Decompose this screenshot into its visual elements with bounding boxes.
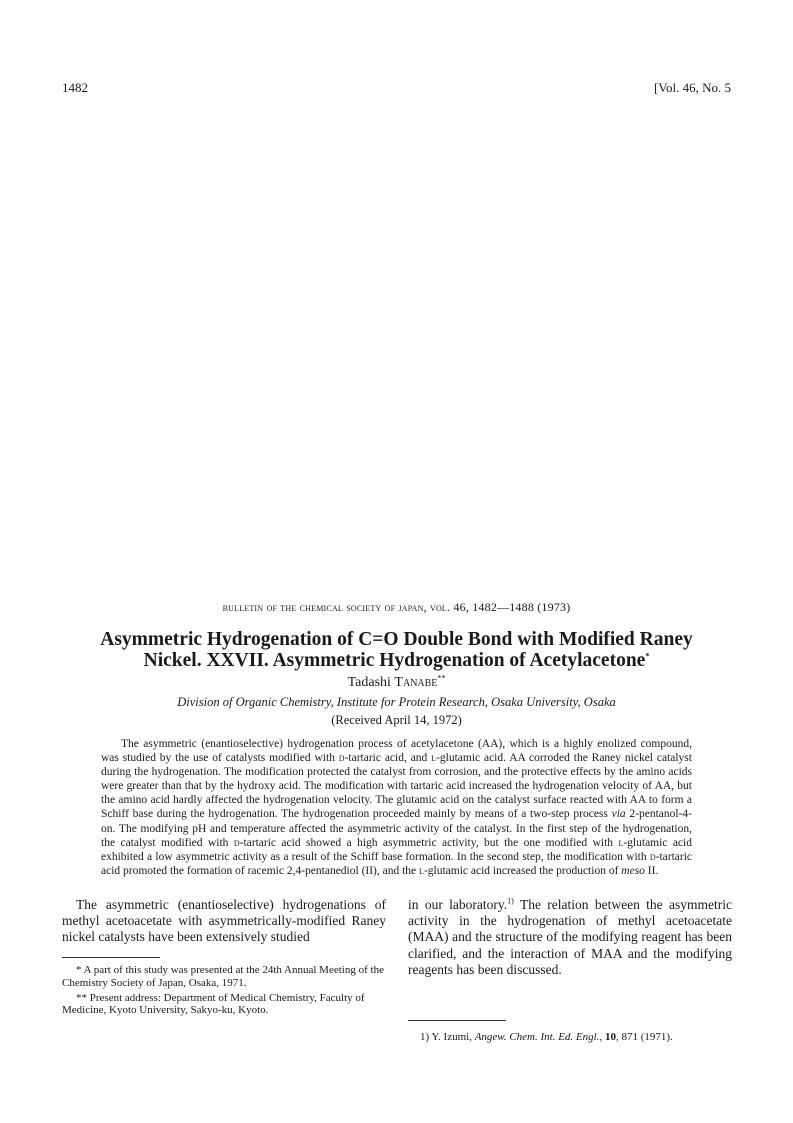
reference-divider: [408, 1020, 506, 1021]
body-left-column: The asymmetric (enantioselective) hydrogenations of methyl acetoacetate with asymmetrically-modified Raney nickel catalysts have been extensively studied: [62, 897, 386, 945]
ref-mark: 1): [507, 896, 514, 906]
received-date: (Received April 14, 1972): [331, 713, 462, 727]
footnote-2: ** Present address: Department of Medical Chemistry, Faculty of Medicine, Kyoto University, Sakyo-ku, Kyoto.: [62, 991, 365, 1017]
reference-1: 1) Y. Izumi, Angew. Chem. Int. Ed. Engl., 10, 871 (1971).: [420, 1031, 673, 1043]
footnote-1: * A part of this study was presented at the 24th Annual Meeting of the Chemistry Society of Japan, Osaka, 1971.: [62, 964, 384, 989]
affiliation: Division of Organic Chemistry, Institute for Protein Research, Osaka University, Osaka: [177, 695, 616, 709]
journal-citation: [0, 600, 793, 615]
footnote-divider: [62, 957, 160, 958]
title-line-2: Nickel. XXVII. Asymmetric Hydrogenation of Acetylacetone*: [143, 650, 650, 671]
author: Tadashi Tanabe**: [347, 673, 446, 690]
article-title: [62, 629, 731, 671]
volume-issue: [Vol. 46, No. 5: [653, 80, 731, 95]
author-surname: Tanabe: [394, 675, 438, 690]
title-line-1: Asymmetric Hydrogenation of C=O Double Bond with Modified Raney: [100, 629, 693, 650]
author-footnote-mark: **: [437, 673, 446, 683]
abstract: The asymmetric (enantioselective) hydrogenation process of acetylacetone (AA), which is a highly enolized compound, was studied by the use of catalysts modified with d-tartaric acid, and l-glutamic acid. AA corroded the Raney nickel catalyst during the hydrogenation. The modification protected the catalyst from corrosion, and the protective effects by the amino acids were greater than that by the hydroxy acid. The modification with tartaric acid increased the hydrogenation velocity of AA, but the amino acid hardly affected the hydrogenation velocity. The glutamic acid on the catalyst surface reacted with AA to form a Schiff base during the hydrogenation. The hydrogenation proceeded mainly by means of a two-step process via 2-pentanol-4-on. The modifying pH and temperature affected the asymmetric activity of the catalyst. In the first step of the hydrogenation, the catalyst modified with d-tartaric acid showed a high asymmetric activity, but the one modified with l-glutamic acid exhibited a low asymmetric activity as a result of the Schiff base formation. In the second step, the modification with d-tartaric acid promoted the formation of racemic 2,4-pentanediol (II), and the l-glutamic acid increased the production of meso II.: [101, 738, 692, 877]
journal-name: bulletin of the chemical society of japan, vol.: [222, 600, 451, 614]
references: [420, 1020, 732, 1044]
footnotes-left: [62, 957, 386, 1019]
title-footnote-mark: *: [645, 651, 650, 661]
page-number: 1482: [62, 80, 88, 95]
journal-ref: 46, 1482—1488 (1973): [453, 600, 571, 614]
body-right-column: in our laboratory.$^{1)}$ The relation between the asymmetric activity in the hydrogenation of methyl acetoacetate (MAA) and the structure of the modifying reagent has been clarified, and the interaction of MAA and the modifying reagents has been discussed.: [408, 896, 732, 977]
